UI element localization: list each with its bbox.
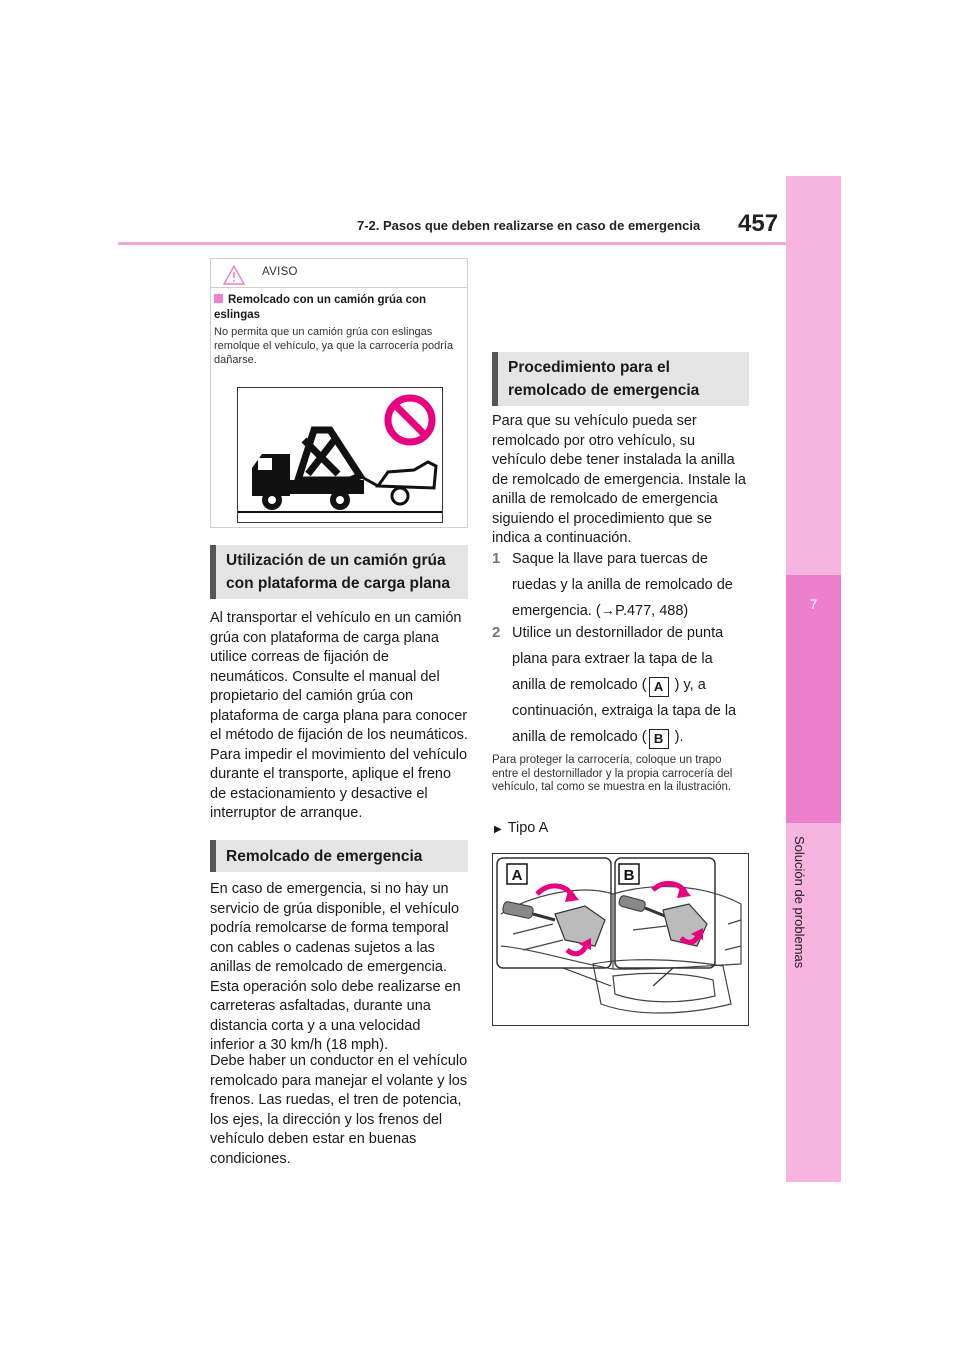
emergency-paragraph-1: En caso de emergencia, si no hay un servicio de grúa disponible, el vehículo podría remolcarse de forma temporal con cables o cadenas sujetos a las anillas de remolcado de emergencia. Esta operación solo debe realizarse en carreteras asfaltadas, durante una distancia corta y a una velocidad inferior a 30 km/h (18 mph). — [210, 881, 461, 1053]
screwdriver-icon-b — [618, 895, 665, 916]
warning-heading — [214, 293, 462, 323]
callout-label-b: B — [623, 867, 635, 884]
chapter-side-tab — [786, 176, 841, 1182]
tow-hook-cover-illustration — [492, 853, 749, 1026]
warning-label: AVISO — [262, 266, 298, 278]
page-number: 457 — [738, 210, 779, 237]
type-a-line — [494, 819, 548, 840]
type-a-label: Tipo A — [507, 820, 549, 836]
procedure-note: Para proteger la carrocería, coloque un trapo entre el destornillador y la propia carrocería del vehículo, tal como se muestra en la ilustración. — [492, 754, 733, 793]
warning-triangle-icon — [223, 265, 245, 285]
sling-tow-truck-drawing — [238, 388, 442, 522]
warning-body: No permita que un camión grúa con eslingas remolque el vehículo, ya que la carrocería podría dañarse. — [214, 326, 454, 366]
bullet-square-icon — [214, 294, 223, 303]
step-number-1: 1 — [492, 550, 501, 567]
step-2-part-b: ) y, a continuación, extraiga la tapa de la anilla de remolcado ( — [512, 677, 737, 745]
flatbed-paragraph: Al transportar el vehículo en un camión grúa con plataforma de carga plana utilice correas de fijación de neumáticos. Consulte el manual del propietario del camión grúa con plataforma de carga plana para conocer el método de fijación de los neumáticos. Para impedir el movimiento del vehículo durante el transporte, aplique el freno de estacionamiento y desactive el interruptor de arranque. — [210, 610, 468, 821]
chapter-title: Solución de problemas — [792, 836, 807, 969]
step-number-2: 2 — [492, 624, 501, 641]
warning-header — [211, 259, 467, 288]
step-2-part-c: ). — [670, 729, 684, 745]
label-a: A — [649, 677, 669, 697]
triangle-bullet-icon: ▶ — [494, 824, 502, 835]
step-2-text — [512, 620, 749, 750]
section-heading-emergency: Remolcado de emergencia — [210, 840, 468, 872]
header-rule — [118, 242, 786, 245]
section-heading-procedure: Procedimiento para el remolcado de emergencia — [492, 352, 749, 406]
screwdriver-icon-a — [502, 901, 555, 920]
step-2-part-a: Utilice un destornillador de punta plana para extraer la tapa de la anilla de remolcado ( — [512, 625, 724, 693]
tow-hook-cover-drawing — [493, 854, 748, 1025]
label-b: B — [649, 729, 669, 749]
emergency-paragraph-2: Debe haber un conductor en el vehículo remolcado para manejar el volante y los frenos. Las ruedas, el tren de potencia, los ejes, la dirección y los frenos del vehículo deben estar en buenas condiciones. — [210, 1053, 468, 1167]
step-1-text: Saque la llave para tuercas de ruedas y la anilla de remolcado de emergencia. (→P.477, 488) — [512, 551, 733, 619]
warning-box — [210, 258, 468, 528]
sling-tow-truck-illustration — [237, 387, 443, 523]
warning-heading-text: Remolcado con un camión grúa con eslingas — [214, 294, 427, 321]
towed-car-icon — [378, 462, 436, 504]
prohibition-icon — [388, 398, 432, 442]
procedure-intro: Para que su vehículo pueda ser remolcado por otro vehículo, su vehículo debe tener instalada la anilla de remolcado de emergencia. Instale la anilla de remolcado de emergencia siguiendo el procedimiento que se indica a continuación. — [492, 413, 746, 546]
header-section-title: 7-2. Pasos que deben realizarse en caso de emergencia — [357, 218, 701, 233]
chapter-tab-highlight — [786, 575, 841, 823]
callout-label-a: A — [511, 867, 523, 884]
chapter-number: 7 — [809, 596, 818, 612]
section-heading-flatbed: Utilización de un camión grúa con plataforma de carga plana — [210, 545, 468, 599]
tow-truck-icon — [252, 430, 378, 510]
